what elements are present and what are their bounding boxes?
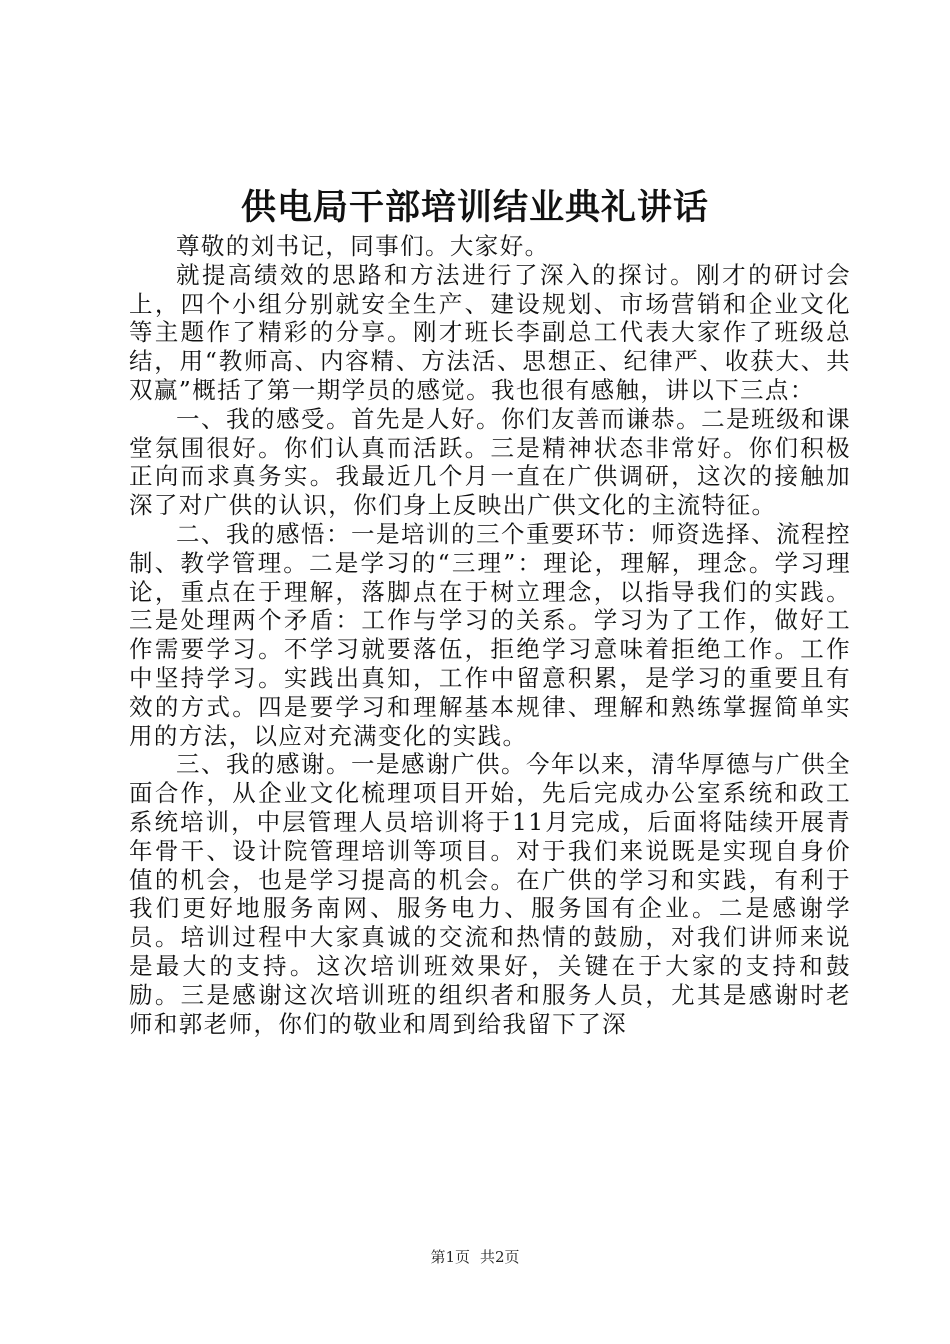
page-total: 共2页 xyxy=(480,1248,520,1266)
document-title: 供电局干部培训结业典礼讲话 xyxy=(240,187,709,228)
paragraph-intro: 就提高绩效的思路和方法进行了深入的探讨。刚才的研讨会上，四个小组分别就安全生产、建设规划、市场营销和企业文化等主题作了精彩的分享。刚才班长李副总工代表大家作了班级总结，用“教师高、内容精、方法活、思想正、纪律严、收获大、共双赢”概括了第一期学员的感觉。我也很有感触，讲以下三点： xyxy=(129,260,851,404)
paragraph-thanks: 三、我的感谢。一是感谢广供。今年以来，清华厚德与广供全面合作，从企业文化梳理项目开始，先后完成办公室系统和政工系统培训，中层管理人员培训将于11月完成，后面将陆续开展青年骨干、设计院管理培训等项目。对于我们来说既是实现自身价值的机会，也是学习提高的机会。在广供的学习和实践，有利于我们更好地服务南网、服务电力、服务国有企业。二是感谢学员。培训过程中大家真诚的交流和热情的鼓励，对我们讲师来说是最大的支持。这次培训班效果好，关键在于大家的支持和鼓励。三是感谢这次培训班的组织者和服务人员，尤其是感谢时老师和郭老师，你们的敬业和周到给我留下了深 xyxy=(129,750,851,1038)
page-number: 第1页 xyxy=(430,1248,470,1266)
paragraph-greeting: 尊敬的刘书记，同事们。大家好。 xyxy=(176,232,550,260)
paragraph-insights: 二、我的感悟：一是培训的三个重要环节：师资选择、流程控制、教学管理。二是学习的“三理”：理论，理解，理念。学习理论，重点在于理解，落脚点在于树立理念，以指导我们的实践。三是处理两个矛盾：工作与学习的关系。学习为了工作，做好工作需要学习。不学习就要落伍，拒绝学习意味着拒绝工作。工作中坚持学习。实践出真知，工作中留意积累，是学习的重要且有效的方式。四是要学习和理解基本规律、理解和熟练掌握简单实用的方法，以应对充满变化的实践。 xyxy=(129,519,851,750)
page-footer xyxy=(0,1246,950,1267)
paragraph-feelings: 一、我的感受。首先是人好。你们友善而谦恭。二是班级和课堂氛围很好。你们认真而活跃。三是精神状态非常好。你们积极正向而求真务实。我最近几个月一直在广供调研，这次的接触加深了对广供的认识，你们身上反映出广供文化的主流特征。 xyxy=(129,404,851,520)
document-body xyxy=(129,232,851,1038)
